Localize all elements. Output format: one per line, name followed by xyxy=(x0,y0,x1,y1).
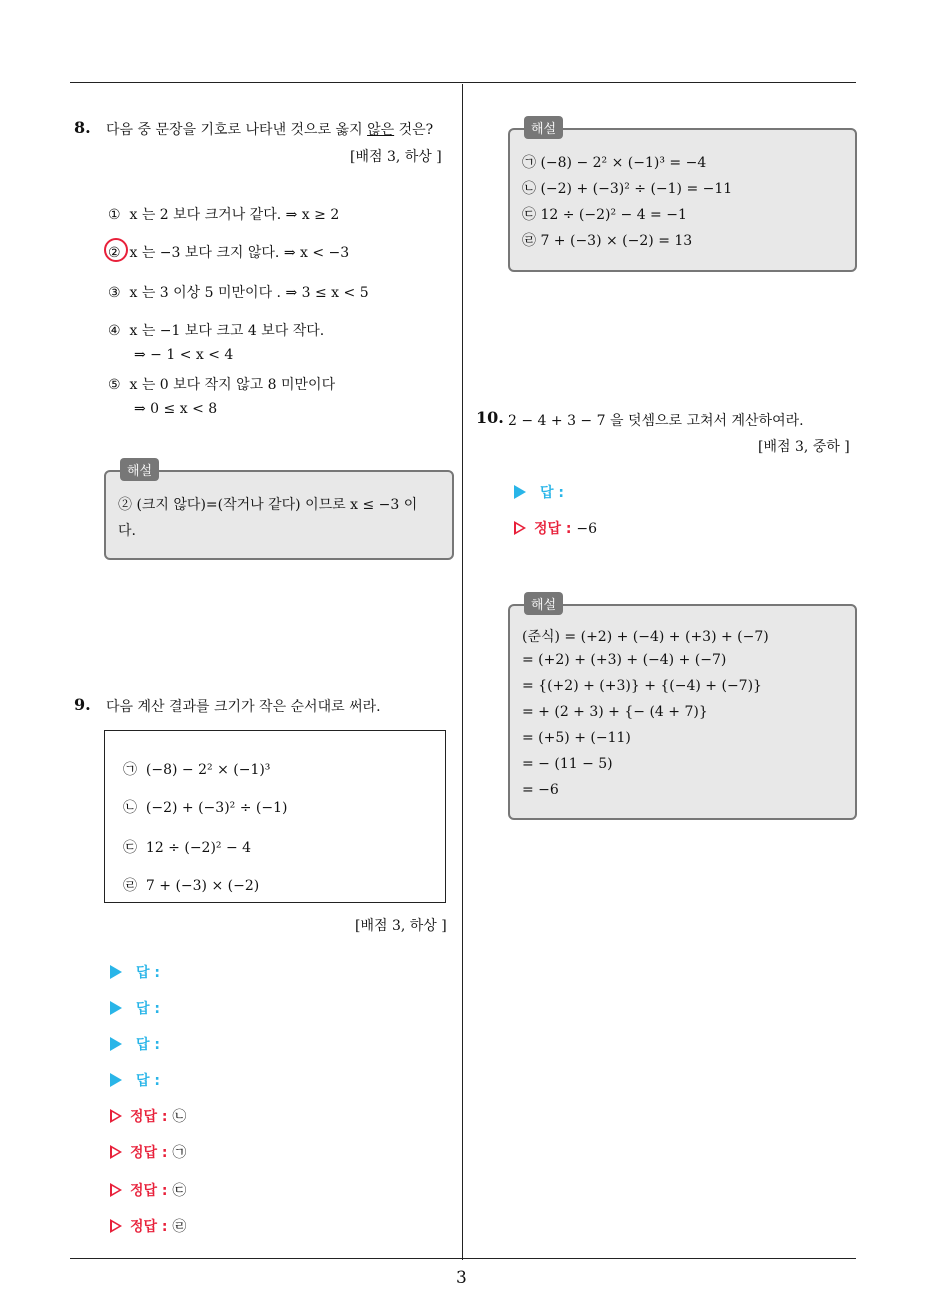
correct-label: 정답 : xyxy=(130,1183,168,1199)
option-text: x 는 0 보다 작지 않고 8 미만이다 xyxy=(129,377,336,393)
correct-label: 정답 : xyxy=(130,1219,168,1235)
q9-explanation-line2: ㉡ (−2) + (−3)² ÷ (−1) = −11 xyxy=(522,181,733,197)
item-text: (−2) + (−3)² ÷ (−1) xyxy=(145,800,288,816)
q8-option-4-cont: ⇒ − 1 < x < 4 xyxy=(134,347,234,363)
q10-explanation-line2: = (+2) + (+3) + (−4) + (−7) xyxy=(522,652,727,668)
answer-arrow-icon xyxy=(110,1073,122,1087)
top-rule xyxy=(70,82,856,83)
q9-answer-4[interactable] xyxy=(110,1070,160,1090)
option-mark: ⑤ xyxy=(108,377,121,393)
item-mark: ㉡ xyxy=(123,800,137,816)
q10-explanation-line7: = −6 xyxy=(522,782,559,798)
correct-value: ㉣ xyxy=(172,1219,187,1235)
q9-correct-1 xyxy=(110,1106,186,1126)
column-divider xyxy=(462,84,463,1260)
q10-score: [배점 3, 중하 ] xyxy=(758,439,850,455)
q8-score: [배점 3, 하상 ] xyxy=(350,149,442,165)
option-mark: ① xyxy=(108,207,121,223)
option-mark: ③ xyxy=(108,285,121,301)
correct-label: 정답 : xyxy=(130,1109,168,1125)
q10-explanation-box xyxy=(508,604,857,820)
item-mark: ㉢ xyxy=(123,840,137,856)
correct-value: ㉠ xyxy=(172,1145,187,1161)
q9-question: 다음 계산 결과를 크기가 작은 순서대로 써라. xyxy=(106,699,381,715)
correct-arrow-icon xyxy=(110,1219,122,1233)
q10-question: 2 − 4 + 3 − 7 을 덧셈으로 고쳐서 계산하여라. xyxy=(508,413,804,429)
option-text: x 는 3 이상 5 미만이다 . ⇒ 3 ≤ x < 5 xyxy=(129,285,369,301)
item-mark: ㉠ xyxy=(123,762,137,778)
correct-value: ㉢ xyxy=(172,1183,187,1199)
item-text: 12 ÷ (−2)² − 4 xyxy=(145,840,252,856)
q9-answer-1[interactable] xyxy=(110,962,160,982)
q9-explanation-tag: 해설 xyxy=(524,116,563,139)
q9-item-4 xyxy=(123,875,259,895)
q9-correct-3 xyxy=(110,1180,186,1200)
q8-question-pre: 다음 중 문장을 기호로 나타낸 것으로 옳지 xyxy=(106,122,368,138)
answer-label: 답 : xyxy=(136,1001,160,1017)
answer-arrow-icon xyxy=(110,1001,122,1015)
option-text: x 는 −3 보다 크지 않다. ⇒ x < −3 xyxy=(129,245,350,261)
correct-value: −6 xyxy=(576,521,598,537)
q9-item-1 xyxy=(123,759,270,779)
answer-arrow-icon xyxy=(110,1037,122,1051)
q10-explanation-line4: = + (2 + 3) + {− (4 + 7)} xyxy=(522,704,708,720)
q8-option-1 xyxy=(108,204,339,224)
option-mark: ④ xyxy=(108,323,121,339)
q9-explanation-line4: ㉣ 7 + (−3) × (−2) = 13 xyxy=(522,233,693,249)
item-text: 7 + (−3) × (−2) xyxy=(145,878,260,894)
q9-item-2 xyxy=(123,797,287,817)
q8-option-5-cont: ⇒ 0 ≤ x < 8 xyxy=(134,401,218,417)
correct-arrow-icon xyxy=(110,1183,122,1197)
correct-arrow-icon xyxy=(110,1109,122,1123)
correct-label: 정답 : xyxy=(130,1145,168,1161)
option-text: x 는 2 보다 크거나 같다. ⇒ x ≥ 2 xyxy=(129,207,340,223)
q9-correct-4 xyxy=(110,1216,186,1236)
q8-question-underlined: 않은 xyxy=(367,122,395,138)
q8-explanation-box xyxy=(104,470,454,560)
q9-items-box xyxy=(104,730,446,903)
q10-explanation-tag: 해설 xyxy=(524,592,563,615)
q8-explanation-line1: ② (크지 않다)=(작거나 같다) 이므로 x ≤ −3 이 xyxy=(118,497,418,513)
correct-arrow-icon xyxy=(514,521,526,535)
q10-answer[interactable] xyxy=(514,482,564,502)
q10-correct xyxy=(514,518,597,538)
answer-label: 답 : xyxy=(136,1037,160,1053)
q9-explanation-line1: ㉠ (−8) − 2² × (−1)³ = −4 xyxy=(522,155,707,171)
q8-option-4 xyxy=(108,320,324,340)
bottom-rule xyxy=(70,1258,856,1259)
q8-option-2 xyxy=(108,242,349,262)
page-number: 3 xyxy=(456,1268,467,1288)
q10-explanation-line3: = {(+2) + (+3)} + {(−4) + (−7)} xyxy=(522,678,762,694)
option-text: x 는 −1 보다 크고 4 보다 작다. xyxy=(129,323,325,339)
q10-explanation-line1: (준식) = (+2) + (−4) + (+3) + (−7) xyxy=(522,629,769,645)
q9-number: 9. xyxy=(74,695,91,714)
q10-explanation-line6: = − (11 − 5) xyxy=(522,756,613,772)
correct-value: ㉡ xyxy=(172,1109,187,1125)
item-mark: ㉣ xyxy=(123,878,137,894)
answer-arrow-icon xyxy=(110,965,122,979)
q10-number: 10. xyxy=(476,408,504,427)
item-text: (−8) − 2² × (−1)³ xyxy=(145,762,271,778)
answer-arrow-icon xyxy=(514,485,526,499)
q8-number: 8. xyxy=(74,118,91,137)
option-mark: ② xyxy=(108,245,121,261)
q8-question-post: 것은? xyxy=(394,122,434,138)
q8-explanation-line2: 다. xyxy=(118,523,136,539)
q9-explanation-line3: ㉢ 12 ÷ (−2)² − 4 = −1 xyxy=(522,207,687,223)
answer-label: 답 : xyxy=(136,1073,160,1089)
q9-answer-2[interactable] xyxy=(110,998,160,1018)
q9-score: [배점 3, 하상 ] xyxy=(355,918,447,934)
correct-arrow-icon xyxy=(110,1145,122,1159)
q8-option-3 xyxy=(108,282,369,302)
q9-item-3 xyxy=(123,837,251,857)
answer-label: 답 : xyxy=(136,965,160,981)
q9-explanation-box xyxy=(508,128,857,272)
q8-question xyxy=(106,119,433,139)
correct-label: 정답 : xyxy=(534,521,572,537)
answer-label: 답 : xyxy=(540,485,564,501)
q8-explanation-tag: 해설 xyxy=(120,458,159,481)
q9-answer-3[interactable] xyxy=(110,1034,160,1054)
q9-correct-2 xyxy=(110,1142,186,1162)
q10-explanation-line5: = (+5) + (−11) xyxy=(522,730,631,746)
q8-option-5 xyxy=(108,374,335,394)
